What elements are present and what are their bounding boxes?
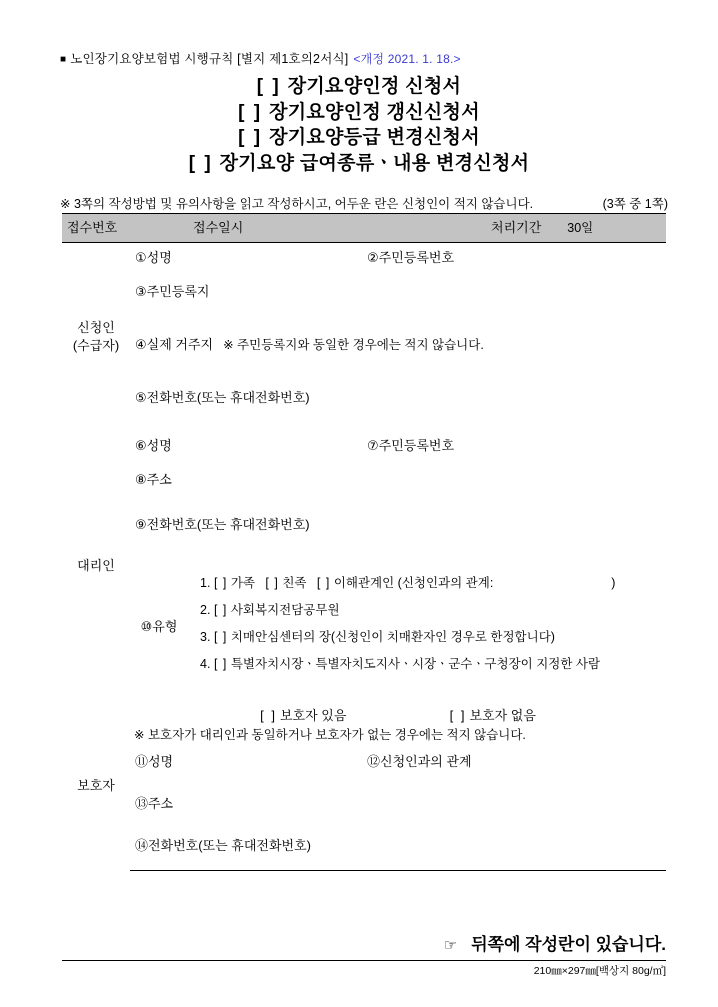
applicant-section-label [62, 243, 130, 431]
applicant-resident-address-cell[interactable] [130, 277, 666, 330]
guardian-name-row [62, 747, 666, 789]
title-option-1 [0, 74, 718, 100]
title-label-2: 장기요양인정 갱신신청서 [269, 101, 480, 123]
agent-type-option-3[interactable] [188, 624, 666, 651]
table-header-row [62, 214, 666, 243]
title-checkbox-3[interactable]: [ ] [238, 127, 263, 149]
guardian-relation-label: ⑫신청인과의 관계 [367, 753, 472, 769]
guardian-note-text: ※ 보호자가 대리인과 동일하거나 보호자가 없는 경우에는 적지 않습니다. [134, 727, 526, 742]
agent-type-option-2[interactable] [188, 597, 666, 624]
paper-specification: 210㎜×297㎜[백상지 80g/㎡] [533, 965, 666, 977]
guardian-has-checkbox[interactable]: [ ] [260, 707, 277, 723]
agent-section-label [62, 431, 130, 702]
agent-type-3-checkbox[interactable]: [ ] [213, 629, 228, 644]
guardian-phone-label: ⑭전화번호(또는 휴대전화번호) [135, 837, 311, 853]
title-checkbox-1[interactable]: [ ] [256, 76, 281, 97]
agent-address-label: ⑧주소 [135, 471, 172, 487]
agent-phone-cell[interactable] [130, 510, 666, 552]
law-reference-text: 노인장기요양보험법 시행규칙 [별지 제1호의2서식] [70, 52, 349, 66]
agent-address-cell[interactable] [130, 465, 666, 510]
applicant-name-row [62, 243, 666, 277]
title-option-4 [0, 151, 718, 177]
agent-type-4-label: 특별자치시장ㆍ특별자치도지사ㆍ시장ㆍ군수ㆍ구청장이 지정한 사람 [230, 656, 601, 671]
guardian-none-label: 보호자 없음 [469, 707, 536, 723]
revision-date-text: <개정 2021. 1. 18.> [353, 52, 461, 66]
instruction-note-text: ※ 3쪽의 작성방법 및 유의사항을 읽고 작성하시고, 어두운 란은 신청인이 적지 않습니다. [60, 197, 534, 211]
applicant-actual-address-hint: ※ 주민등록지와 동일한 경우에는 적지 않습니다. [223, 337, 484, 352]
pointing-hand-icon: ☞ [443, 937, 458, 954]
applicant-resident-no-label: ②주민등록번호 [367, 250, 455, 265]
form-title-group [0, 74, 718, 176]
title-label-4: 장기요양 급여종류ㆍ내용 변경신청서 [219, 152, 530, 174]
agent-name-label: ⑥성명 [135, 437, 172, 453]
guardian-name-cell[interactable] [130, 747, 362, 789]
agent-type-4-checkbox[interactable]: [ ] [213, 656, 228, 671]
agent-type-4-number: 4. [200, 656, 211, 671]
agent-resident-no-label: ⑦주민등록번호 [367, 437, 455, 453]
title-label-3: 장기요양등급 변경신청서 [269, 127, 480, 149]
processing-time-label: 처리기간 [491, 220, 542, 235]
applicant-name-label: ①성명 [135, 250, 172, 265]
agent-type-1-label-relative: 친족 [282, 575, 307, 590]
guardian-relation-cell[interactable] [362, 747, 666, 789]
agent-type-3-label: 치매안심센터의 장(신청인이 치매환자인 경우로 한정합니다) [230, 629, 555, 644]
applicant-name-cell[interactable] [130, 243, 362, 277]
agent-phone-label: ⑨전화번호(또는 휴대전화번호) [135, 516, 310, 532]
agent-phone-row [62, 510, 666, 552]
agent-label-main: 대리인 [77, 558, 115, 573]
guardian-has-label: 보호자 있음 [279, 707, 347, 723]
applicant-actual-address-row [62, 330, 666, 383]
title-checkbox-2[interactable]: [ ] [238, 101, 263, 123]
applicant-actual-address-cell[interactable] [130, 330, 666, 383]
title-option-3 [0, 125, 718, 151]
applicant-resident-address-label: ③주민등록지 [135, 283, 210, 299]
guardian-phone-cell[interactable] [130, 831, 666, 871]
applicant-phone-cell[interactable] [130, 383, 666, 431]
guardian-label-main: 보호자 [77, 778, 115, 793]
guardian-presence-cell [130, 702, 666, 747]
agent-type-1-label-interested: 이해관계인 (신청인과의 관계: [333, 575, 494, 590]
back-page-note [62, 930, 666, 955]
agent-type-1-label-family: 가족 [230, 575, 255, 590]
receipt-no-header: 접수번호 [62, 214, 188, 243]
agent-name-row [62, 431, 666, 465]
agent-type-option-1[interactable] [188, 570, 666, 597]
applicant-label-main: 신청인 [77, 319, 115, 335]
agent-type-label-cell [130, 552, 188, 702]
instruction-note-row [60, 194, 668, 212]
applicant-actual-address-label: ④실제 거주지 [135, 336, 214, 352]
agent-type-1-checkbox-relative[interactable]: [ ] [265, 575, 279, 590]
guardian-address-row [62, 789, 666, 831]
agent-type-option-4[interactable] [188, 651, 666, 678]
receipt-date-header: 접수일시 [188, 214, 486, 243]
page-number-text: (3쪽 중 1쪽) [602, 197, 668, 211]
agent-type-1-checkbox-family[interactable]: [ ] [213, 575, 228, 590]
back-page-note-text: 뒤쪽에 작성란이 있습니다. [471, 935, 666, 954]
applicant-phone-row [62, 383, 666, 431]
processing-time-header [486, 214, 666, 243]
agent-type-3-number: 3. [200, 629, 211, 644]
applicant-resident-address-row [62, 277, 666, 330]
agent-type-options-cell [188, 552, 666, 702]
guardian-address-label: ⑬주소 [135, 795, 174, 811]
guardian-phone-row [62, 831, 666, 871]
agent-type-2-number: 2. [200, 602, 211, 617]
applicant-label-sub: (수급자) [72, 337, 120, 353]
footer-divider [62, 960, 666, 961]
guardian-address-cell[interactable] [130, 789, 666, 831]
guardian-name-label: ⑪성명 [135, 753, 174, 769]
guardian-section-label [62, 702, 130, 871]
applicant-phone-label: ⑤전화번호(또는 휴대전화번호) [135, 389, 310, 405]
form-reference-line [60, 49, 461, 67]
processing-time-value: 30일 [567, 221, 594, 235]
agent-type-1-number: 1. [200, 575, 211, 590]
agent-name-cell[interactable] [130, 431, 362, 465]
agent-type-label: ⑩유형 [140, 618, 178, 634]
agent-resident-no-cell[interactable] [362, 431, 666, 465]
agent-address-row [62, 465, 666, 510]
title-checkbox-4[interactable]: [ ] [188, 152, 213, 174]
agent-type-1-relation-input[interactable]: ) [611, 575, 616, 590]
agent-type-row [62, 552, 666, 702]
agent-type-1-checkbox-interested[interactable]: [ ] [316, 575, 331, 590]
title-label-1: 장기요양인정 신청서 [287, 76, 462, 97]
guardian-none-checkbox[interactable]: [ ] [449, 707, 467, 723]
agent-type-2-label: 사회복지전담공무원 [230, 602, 340, 617]
guardian-presence-checkbox-row [130, 706, 666, 726]
applicant-resident-no-cell[interactable] [362, 243, 666, 277]
title-option-2 [0, 100, 718, 126]
application-form-table [62, 213, 666, 871]
guardian-presence-row [62, 702, 666, 747]
bullet-square-icon: ■ [60, 53, 67, 65]
agent-type-2-checkbox[interactable]: [ ] [213, 602, 228, 617]
